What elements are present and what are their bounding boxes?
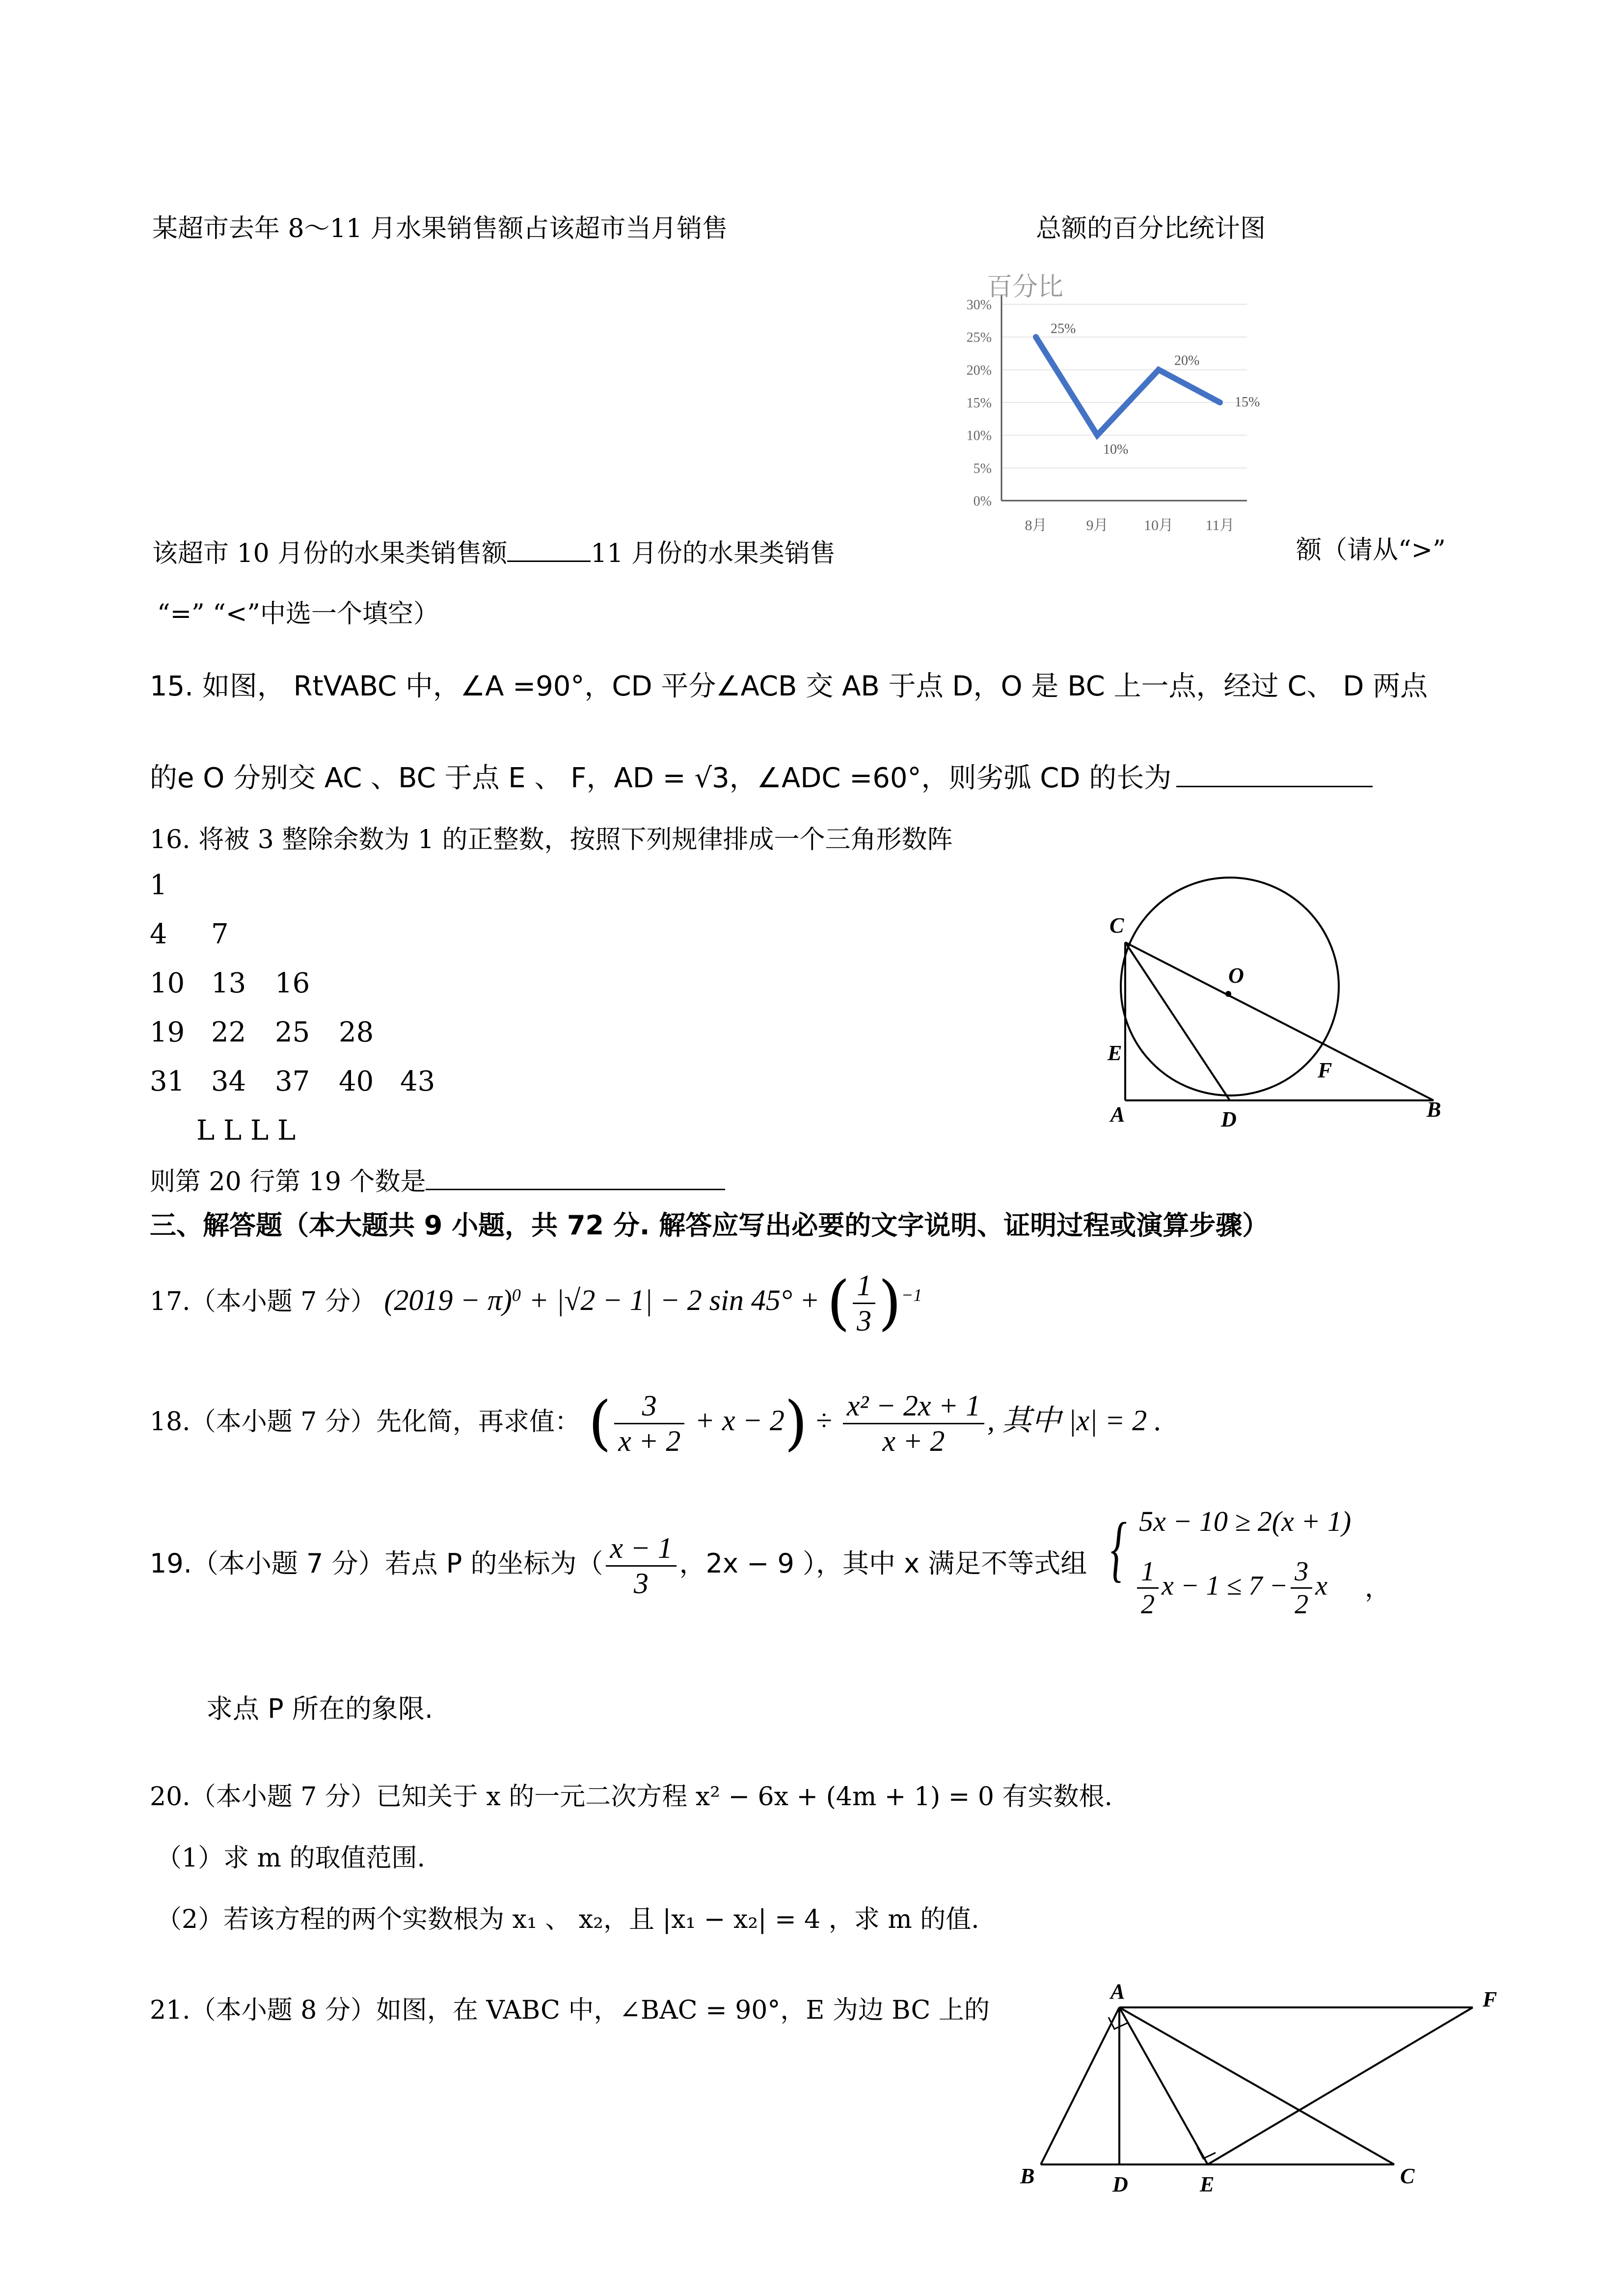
q20-line2: （1）求 m 的取值范围. bbox=[156, 1843, 425, 1873]
ineq2 bbox=[1134, 1556, 1327, 1621]
q17-expneg: −1 bbox=[901, 1285, 922, 1305]
array-cell: 10 bbox=[150, 967, 185, 999]
q19-den: 3 bbox=[634, 1567, 649, 1600]
array-cell: 16 bbox=[275, 967, 310, 999]
segment-ac bbox=[1119, 2007, 1394, 2164]
y-tick-label: 15% bbox=[966, 396, 992, 411]
q18-prefix: 18.（本小题 7 分）先化简，再求值： bbox=[150, 1407, 580, 1437]
divide-sign: ÷ bbox=[815, 1404, 832, 1437]
y-tick-label: 10% bbox=[966, 428, 992, 444]
q14-line2-mid: 11 月份的水果类销售 bbox=[591, 539, 836, 568]
label-a: A bbox=[1110, 1102, 1125, 1126]
y-tick-label: 20% bbox=[966, 363, 992, 378]
array-cell: 19 bbox=[150, 1016, 185, 1048]
array-cell: 34 bbox=[211, 1066, 246, 1097]
array-cell: 31 bbox=[150, 1066, 185, 1097]
three-num: 3 bbox=[1291, 1556, 1312, 1589]
data-label: 10% bbox=[1103, 442, 1129, 457]
data-label: 15% bbox=[1235, 395, 1260, 410]
segment-ae bbox=[1119, 2007, 1208, 2164]
label-b: B bbox=[1020, 2164, 1035, 2188]
data-point bbox=[1033, 334, 1039, 340]
label-c: C bbox=[1400, 2164, 1415, 2188]
array-cell: 1 bbox=[150, 869, 167, 901]
triangle-figure bbox=[1001, 1978, 1532, 2204]
x-tick-label: 11月 bbox=[1205, 517, 1235, 534]
q18-den1: x + 2 bbox=[618, 1425, 681, 1457]
q14-line1-right: 总额的百分比统计图 bbox=[1036, 214, 1266, 243]
q17-exp0: 0 bbox=[512, 1285, 521, 1305]
q16-dots: L L L L bbox=[196, 1115, 296, 1147]
x-tick-label: 9月 bbox=[1086, 517, 1109, 534]
q16-intro: 16. 将被 3 整除余数为 1 的正整数，按照下列规律排成一个三角形数阵 bbox=[150, 825, 953, 854]
paren-open: ( bbox=[827, 1269, 850, 1337]
y-tick-label: 0% bbox=[973, 494, 992, 509]
array-cell: 7 bbox=[211, 918, 229, 950]
q17-expr: (2019 − π) bbox=[384, 1284, 512, 1316]
label-d: D bbox=[1112, 2172, 1128, 2196]
label-b: B bbox=[1427, 1097, 1441, 1121]
q20-line1: 20.（本小题 7 分）已知关于 x 的一元二次方程 x² − 6x + (4m + 1) = 0 有实数根. bbox=[150, 1782, 1113, 1812]
center-dot bbox=[1225, 991, 1231, 997]
label-f: F bbox=[1483, 1987, 1497, 2011]
q16-question-text: 则第 20 行第 19 个数是 bbox=[150, 1167, 426, 1197]
q18-tail: , 其中 |x| = 2 . bbox=[987, 1404, 1162, 1437]
segment-cd bbox=[1125, 942, 1230, 1100]
q15-line2-text: 的e O 分别交 AC 、BC 于点 E 、 F，AD = √3，∠ADC =60°，则劣弧 CD 的长为 bbox=[150, 762, 1172, 794]
data-label: 20% bbox=[1174, 353, 1200, 369]
half-fraction bbox=[1137, 1556, 1159, 1621]
q14-line2-left bbox=[152, 535, 836, 569]
q18-fraction1 bbox=[614, 1389, 684, 1458]
array-cell: 4 bbox=[150, 918, 167, 950]
section-3-heading: 三、解答题（本大题共 9 小题，共 72 分. 解答应写出必要的文字说明、证明过程或演算步骤） bbox=[150, 1210, 1269, 1241]
label-d: D bbox=[1221, 1107, 1237, 1131]
array-cell: 28 bbox=[339, 1016, 374, 1048]
series-line bbox=[1036, 337, 1220, 435]
paren-close: ) bbox=[784, 1389, 808, 1458]
label-c: C bbox=[1110, 913, 1124, 937]
q17-rest: + |√2 − 1| − 2 sin 45° + bbox=[529, 1284, 827, 1316]
label-a: A bbox=[1110, 1979, 1125, 2003]
q15-line2 bbox=[150, 758, 1373, 795]
data-point bbox=[1156, 367, 1162, 373]
q18-den2: x + 2 bbox=[882, 1425, 945, 1457]
fruit-sales-chart bbox=[933, 265, 1276, 545]
y-tick-label: 5% bbox=[973, 461, 992, 477]
right-angle-a bbox=[1109, 2017, 1127, 2029]
answer-blank-15 bbox=[1176, 758, 1373, 787]
chart-title: 百分比 bbox=[987, 273, 1064, 301]
q18 bbox=[150, 1389, 1162, 1458]
q18-num1: 3 bbox=[614, 1389, 684, 1424]
label-o: O bbox=[1228, 963, 1244, 988]
array-cell: 37 bbox=[275, 1066, 310, 1097]
q16-question bbox=[150, 1163, 725, 1197]
q14-line1-left: 某超市去年 8～11 月水果销售额占该超市当月销售 bbox=[152, 214, 728, 243]
ineq2-x: x bbox=[1315, 1570, 1328, 1601]
data-point bbox=[1094, 432, 1100, 438]
data-label: 25% bbox=[1051, 321, 1076, 337]
q18-mid: + x − 2 bbox=[687, 1404, 785, 1437]
array-cell: 40 bbox=[339, 1066, 374, 1097]
q18-num2: x² − 2x + 1 bbox=[843, 1389, 984, 1424]
q21-line1: 21.（本小题 8 分）如图，在 VABC 中，∠BAC = 90°，E 为边 BC 上的 bbox=[150, 1996, 990, 2025]
paren-close: ) bbox=[878, 1269, 901, 1337]
q19 bbox=[150, 1531, 1087, 1601]
q19-prefix: 19.（本小题 7 分）若点 P 的坐标为（ bbox=[150, 1548, 603, 1579]
three-halves bbox=[1291, 1556, 1312, 1621]
segment-ef bbox=[1208, 2007, 1473, 2164]
q20-line3: （2）若该方程的两个实数根为 x₁ 、 x₂，且 |x₁ − x₂| = 4 ，求 m 的值. bbox=[156, 1905, 979, 1934]
array-cell: 43 bbox=[400, 1066, 435, 1097]
label-f: F bbox=[1318, 1058, 1332, 1082]
q17-prefix: 17.（本小题 7 分） bbox=[150, 1287, 376, 1316]
x-tick-label: 10月 bbox=[1144, 517, 1173, 534]
q18-fraction2 bbox=[843, 1389, 984, 1458]
brace: { bbox=[1110, 1508, 1127, 1589]
q17-den: 3 bbox=[857, 1305, 872, 1337]
half-num: 1 bbox=[1137, 1556, 1159, 1589]
q19-comma: ， bbox=[1365, 1574, 1391, 1603]
y-tick-label: 25% bbox=[966, 330, 992, 346]
segment-ab bbox=[1041, 2007, 1119, 2164]
paren-open: ( bbox=[588, 1389, 612, 1458]
q19-fraction bbox=[606, 1531, 676, 1601]
q17-fraction bbox=[853, 1269, 875, 1338]
q19-line2: 求点 P 所在的象限. bbox=[206, 1693, 433, 1724]
q14-line2-text: 该超市 10 月份的水果类销售额 bbox=[152, 539, 508, 568]
circle-figure bbox=[1100, 869, 1492, 1139]
q17-num: 1 bbox=[853, 1269, 875, 1304]
ineq1: 5x − 10 ≥ 2(x + 1) bbox=[1139, 1505, 1352, 1537]
half-den: 2 bbox=[1141, 1589, 1155, 1620]
x-tick-label: 8月 bbox=[1025, 517, 1047, 534]
segment-cb bbox=[1125, 942, 1434, 1100]
label-e: E bbox=[1200, 2172, 1215, 2196]
y-tick-label: 30% bbox=[966, 297, 992, 313]
answer-blank-16 bbox=[426, 1163, 725, 1190]
q14-line3: “=” “<”中选一个填空） bbox=[157, 599, 439, 629]
data-point bbox=[1217, 400, 1223, 405]
ineq2-text: x − 1 ≤ 7 − bbox=[1162, 1570, 1288, 1601]
array-cell: 25 bbox=[275, 1016, 310, 1048]
array-cell: 13 bbox=[211, 967, 246, 999]
answer-blank-14 bbox=[507, 535, 591, 562]
right-angle-e bbox=[1197, 2147, 1216, 2159]
q14-line2-right: 额（请从“>” bbox=[1296, 535, 1446, 565]
q19-num: x − 1 bbox=[606, 1531, 676, 1567]
q17 bbox=[150, 1269, 922, 1338]
label-e: E bbox=[1108, 1041, 1122, 1065]
q19-mid: ，2x − 9 ），其中 x 满足不等式组 bbox=[679, 1548, 1087, 1579]
three-den: 2 bbox=[1295, 1589, 1309, 1620]
q15-line1: 15. 如图， RtVABC 中，∠A =90°，CD 平分∠ACB 交 AB 于点 D，O 是 BC 上一点，经过 C、 D 两点 bbox=[150, 670, 1428, 702]
array-cell: 22 bbox=[211, 1016, 246, 1048]
